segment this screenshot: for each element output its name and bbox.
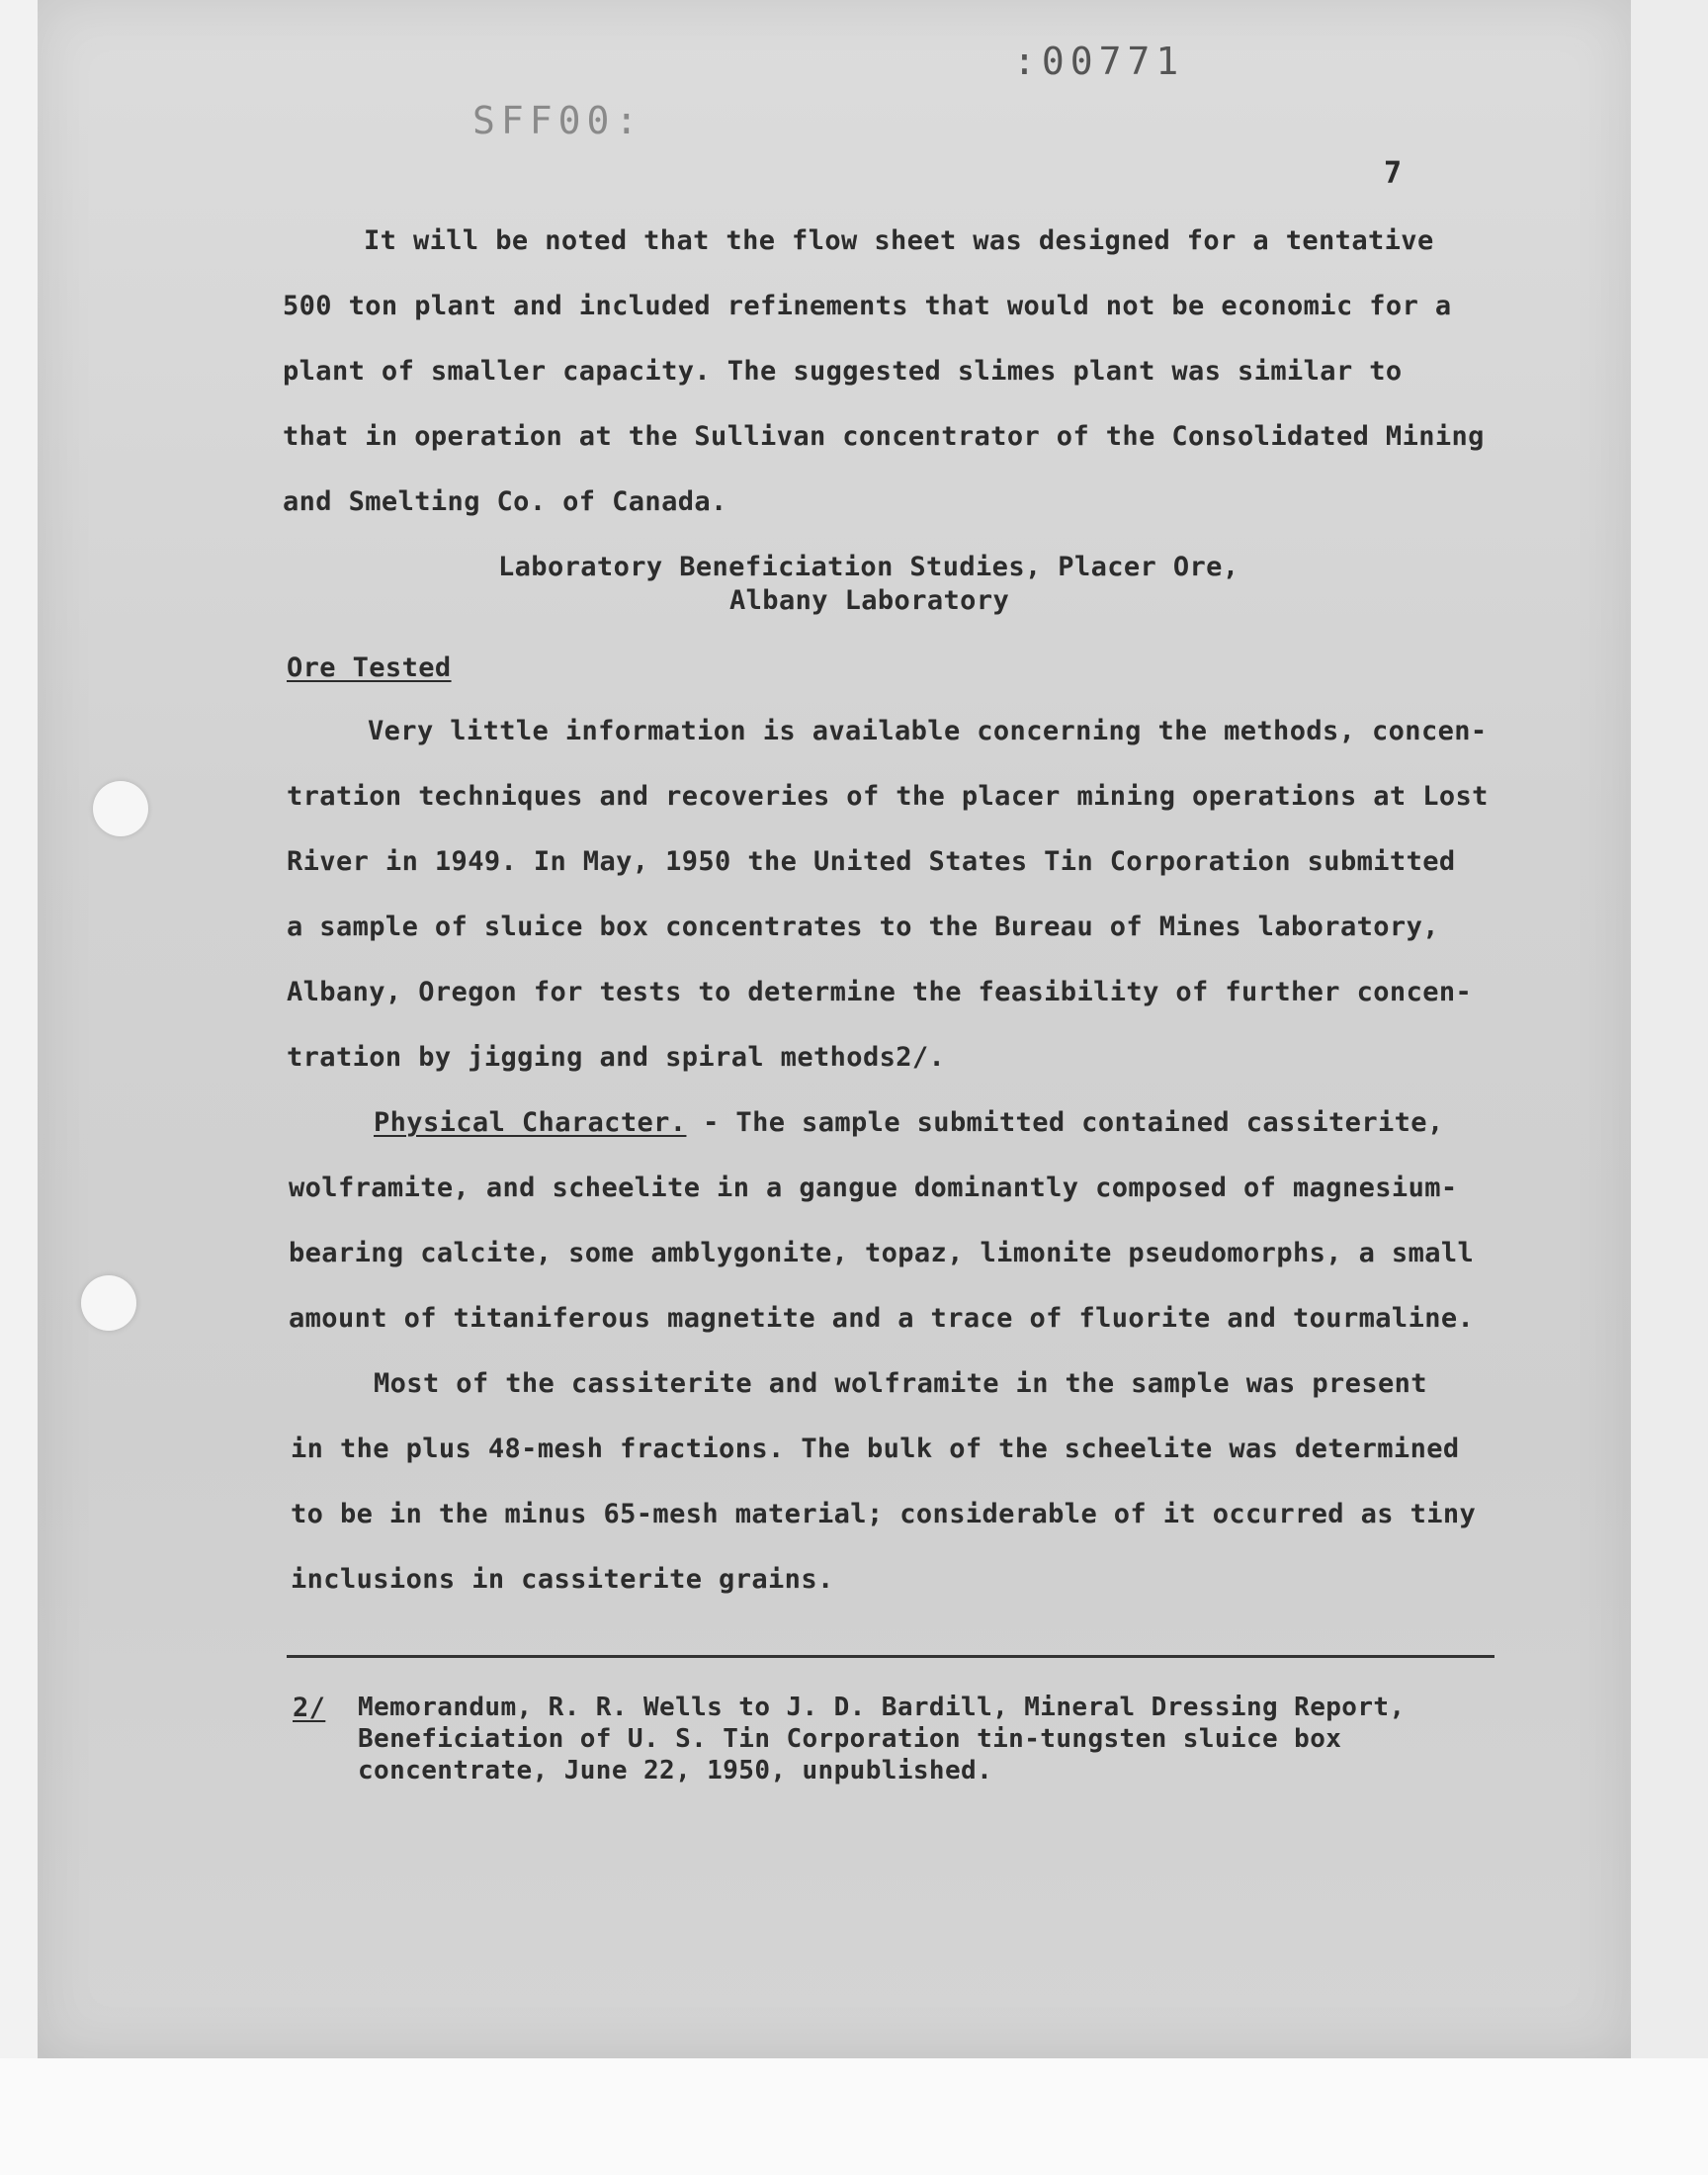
page-number: 7 — [1384, 156, 1403, 191]
paragraph-2-line: Very little information is available concerning the methods, concen- — [368, 716, 1488, 746]
subheading-ore-tested: Ore Tested — [287, 652, 452, 683]
paragraph-1-line: that in operation at the Sullivan concentrator of the Consolidated Mining — [283, 421, 1485, 452]
paragraph-1-line: and Smelting Co. of Canada. — [283, 486, 727, 517]
footnote-line: Beneficiation of U. S. Tin Corporation tin-tungsten sluice box — [358, 1724, 1342, 1754]
punch-hole — [93, 781, 148, 836]
footnote-marker: 2/ — [293, 1693, 326, 1723]
footnote-line: Memorandum, R. R. Wells to J. D. Bardill, Mineral Dressing Report, — [358, 1693, 1406, 1722]
faded-stamp-number: SFF00: — [472, 99, 644, 142]
section-heading-line: Albany Laboratory — [729, 585, 1010, 616]
paragraph-3-line: bearing calcite, some amblygonite, topaz, limonite pseudomorphs, a small — [289, 1238, 1475, 1268]
document-stamp-number: :00771 — [1013, 40, 1185, 83]
paragraph-4-line: in the plus 48-mesh fractions. The bulk of the scheelite was determined — [291, 1434, 1460, 1464]
physical-character-heading: Physical Character. — [374, 1107, 687, 1138]
paragraph-2-line: tration by jigging and spiral methods2/. — [287, 1042, 946, 1073]
paragraph-2-line: River in 1949. In May, 1950 the United States Tin Corporation submitted — [287, 846, 1456, 877]
paragraph-3-line: wolframite, and scheelite in a gangue dominantly composed of magnesium- — [289, 1173, 1458, 1203]
paragraph-2-line: tration techniques and recoveries of the placer mining operations at Lost — [287, 781, 1489, 812]
scan-margin — [1631, 0, 1708, 2058]
paragraph-4-line: to be in the minus 65-mesh material; considerable of it occurred as tiny — [291, 1499, 1477, 1529]
paragraph-4-line: Most of the cassiterite and wolframite in the sample was present — [374, 1368, 1427, 1399]
paragraph-3-line: amount of titaniferous magnetite and a trace of fluorite and tourmaline. — [289, 1303, 1475, 1334]
paragraph-3-first-line — [374, 1107, 1444, 1138]
paragraph-1-line: It will be noted that the flow sheet was designed for a tentative — [364, 225, 1434, 256]
paragraph-4-line: inclusions in cassiterite grains. — [291, 1564, 834, 1595]
paragraph-2-line: Albany, Oregon for tests to determine the feasibility of further concen- — [287, 977, 1473, 1007]
scan-bottom-margin — [0, 2058, 1708, 2175]
punch-hole — [81, 1275, 136, 1331]
footnote-divider — [287, 1655, 1494, 1658]
paragraph-1-line: 500 ton plant and included refinements that would not be economic for a — [283, 291, 1452, 321]
paragraph-1-line: plant of smaller capacity. The suggested slimes plant was similar to — [283, 356, 1403, 387]
paragraph-3-line: - The sample submitted contained cassiterite, — [686, 1107, 1444, 1138]
section-heading-line: Laboratory Beneficiation Studies, Placer Ore, — [498, 552, 1239, 582]
footnote-line: concentrate, June 22, 1950, unpublished. — [358, 1756, 993, 1785]
paragraph-2-line: a sample of sluice box concentrates to the Bureau of Mines laboratory, — [287, 912, 1439, 942]
